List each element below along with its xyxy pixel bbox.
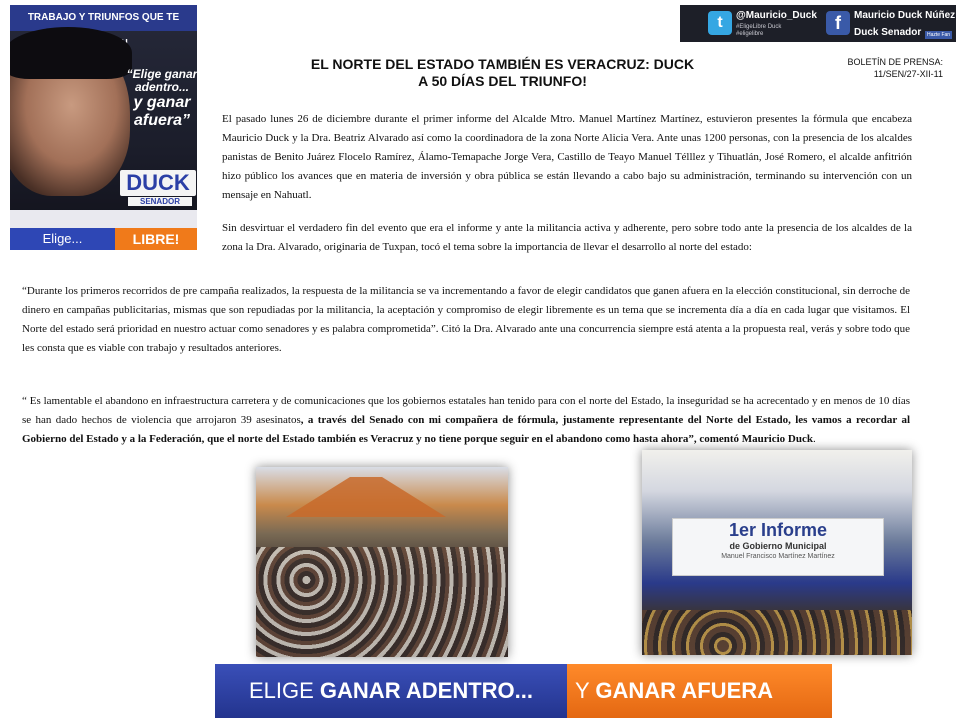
boletin-label [790, 56, 943, 80]
quote-2 [22, 392, 910, 449]
title-line-1: EL NORTE DEL ESTADO TAMBIÉN ES VERACRUZ: DUCK [310, 56, 695, 72]
poster-senador: SENADOR [128, 197, 192, 206]
photo-audience [642, 610, 912, 655]
facebook-sub: Duck Senador [854, 27, 922, 38]
facebook-name[interactable]: Mauricio Duck Núñez [854, 10, 956, 21]
twitter-sub-2: #eligelibre [736, 31, 764, 37]
paragraph-1: El pasado lunes 26 de diciembre durante el primer informe del Alcalde Mtro. Manuel Martínez Martínez, estuvieron presentes la fórmula que encabeza Mauricio Duck y la Dra. Beatriz Alvarado así como la coordinadora de la zona Norte Alicia Vera. Ante unas 1200 personas, con la presencia de los alcaldes panistas de Benito Juárez Flocelo Ramírez, Álamo-Temapache Jorge Vera, Castillo de Teayo Manuel Télllez y Tihuatlán, José Romero, el alcalde anfitrión hizo público los avances que en materia de inversión y obra pública se están llevando a cabo bajo su administración, terminando su intervención con un mensaje en Nahuatl. [222, 113, 912, 201]
banner-left-plain: ELIGE [249, 678, 320, 703]
photo-informe-stage [642, 450, 912, 655]
photo-crowd-people [256, 547, 508, 657]
paragraph-2: Sin desvirtuar el verdadero fin del evento que era el informe y ante la militancia activa y adherente, pero sobre todo ante la presencia de los alcaldes de la zona la Dra. Alvarado, originaria de Tuxpan, tocó el tema sobre la importancia de llevar el desarrollo al norte del estado: [222, 222, 912, 253]
sign-line-1: 1er Informe [728, 520, 828, 540]
poster-libre: LIBRE! [115, 228, 197, 250]
twitter-handle[interactable]: @Mauricio_Duck [736, 10, 817, 21]
campaign-poster [10, 5, 197, 250]
photo-tent [286, 477, 446, 517]
photo-crowd [256, 467, 508, 657]
informe-sign [672, 518, 884, 576]
candidate-hair [10, 27, 132, 79]
sign-line-2: de Gobierno Municipal [729, 541, 827, 551]
poster-name: DUCK [120, 170, 196, 196]
quote-2-plain: “ Es lamentable el abandono en infraestructura carretera y de comunicaciones que los gobiernos estatales han tenido para con el norte del Estado, la inseguridad se ha acrecentado y en menos de 10 días se han dado hechos de violencia que arrojaron 39 asesinatos [22, 395, 910, 426]
poster-elige: Elige... [10, 228, 115, 250]
banner-right-bold: GANAR AFUERA [595, 678, 774, 703]
fan-button[interactable]: Hazte Fan [927, 32, 951, 38]
facebook-icon[interactable]: f [826, 11, 850, 35]
slogan-line-1: “Elige ganar [126, 67, 197, 81]
bottom-banner [215, 664, 832, 718]
title-line-2: A 50 DÍAS DEL TRIUNFO! [418, 73, 587, 89]
social-header [680, 5, 956, 42]
banner-left-bold: GANAR ADENTRO... [319, 678, 533, 703]
poster-banner: TRABAJO Y TRIUNFOS QUE TE [10, 5, 197, 31]
quote-2-bold: , a través del Senado con mi compañera de fórmula, justamente representante del Norte del Estado, les vamos a recordar al Gobierno del Estado y a la Federación, que el norte del Estado también es Veracruz y no tiene porque seguir en el abandono como hasta ahora”, comentó Mauricio Duck [22, 414, 911, 445]
page-title [225, 56, 780, 90]
poster-social-strip [10, 210, 197, 228]
boletin-line-1: BOLETÍN DE PRENSA: [847, 57, 943, 67]
boletin-line-2: 11/SEN/27-XII-11 [873, 69, 943, 79]
banner-right [567, 664, 832, 718]
poster-slogan [122, 68, 197, 130]
slogan-line-3: y ganar [133, 94, 191, 111]
slogan-line-2: adentro... [134, 80, 189, 94]
twitter-sub-1: #EligeLibre Duck [736, 24, 782, 30]
twitter-icon[interactable]: t [708, 11, 732, 35]
slogan-line-4: afuera” [133, 112, 191, 129]
quote-2-end: . [812, 433, 816, 445]
banner-right-plain: Y [575, 678, 596, 703]
sign-line-3: Manuel Francisco Martínez Martínez [721, 553, 835, 560]
quote-1: “Durante los primeros recorridos de pre campaña realizados, la respuesta de la militancia se va incrementando a favor de elegir candidatos que ganen afuera en la elección constitucional, sin derroche de dinero en campañas publicitarias, mismas que son repudiadas por la militancia, la aceptación y compromiso de elegir libremente es un tema que se incrementa día a día en cada lugar que visitamos. El Norte del estado será prioridad en nuestro actuar como senadores y es palabra comprometida”. Citó la Dra. Alvarado ante una concurrencia siempre está atenta a la propuesta real, verás y sobre todo que les consta que es viable con trabajo y resultados anteriores. [22, 285, 910, 354]
banner-left [215, 664, 567, 718]
